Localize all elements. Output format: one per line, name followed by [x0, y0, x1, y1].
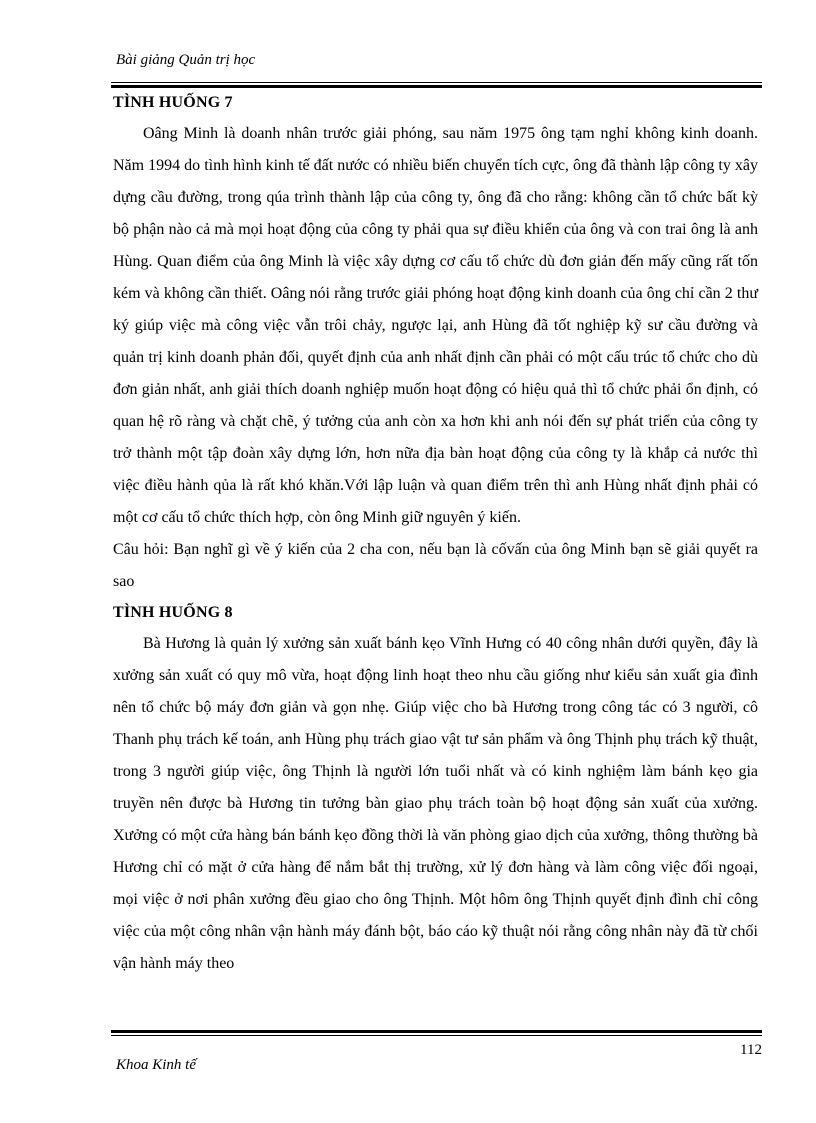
- case-7-paragraph: Oâng Minh là doanh nhân trước giải phóng, sau năm 1975 ông tạm nghỉ không kinh doanh. Năm 1994 do tình hình kinh tế đất nước có nhiều biến chuyển tích cực, ông đã thành lập công ty xây dựng cầu đường, trong qúa trình thành lập của công ty, ông đã cho rằng: không cần tổ chức bất kỳ bộ phận nào cả mà mọi hoạt động của công ty phải qua sự điều khiển của ông và con trai ông là anh Hùng. Quan điểm của ông Minh là việc xây dựng cơ cấu tổ chức dù đơn giản đến mấy cũng rất tốn kém và không cần thiết. Oâng nói rằng trước giải phóng hoạt động kinh doanh của ông chỉ cần 2 thư ký giúp việc mà công việc vẫn trôi chảy, ngược lại, anh Hùng đã tốt nghiệp kỹ sư cầu đường và quản trị kinh doanh phản đối, quyết định của anh nhất định cần phải có một cấu trúc tổ chức cho dù đơn giản nhất, anh giải thích doanh nghiệp muốn hoạt động có hiệu quả thì tổ chức phải ổn định, có quan hệ rõ ràng và chặt chẽ, ý tưởng của anh còn xa hơn khi anh nói đến sự phát triển của công ty trở thành một tập đoàn xây dựng lớn, hơn nữa địa bàn hoạt động của công ty là khắp cả nước thì việc điều hành qủa là rất khó khăn.Với lập luận và quan điểm trên thì anh Hùng nhất định phải có một cơ cấu tổ chức thích hợp, còn ông Minh giữ nguyên ý kiến.: [113, 125, 758, 526]
- case-7-heading: TÌNH HUỐNG 7: [113, 94, 233, 111]
- case-8-heading: TÌNH HUỐNG 8: [113, 604, 233, 621]
- footer-department: Khoa Kinh tế: [116, 1057, 197, 1073]
- header-title: Bài giảng Quản trị học: [116, 52, 256, 68]
- page-number: 112: [740, 1042, 762, 1058]
- footer-rule-thin: [111, 1035, 762, 1036]
- page-body: [113, 88, 758, 980]
- case-7-question: Câu hỏi: Bạn nghĩ gì về ý kiến của 2 cha con, nếu bạn là cốvấn của ông Minh bạn sẽ giải quyết ra sao: [113, 541, 758, 590]
- case-8-paragraph: Bà Hương là quản lý xưởng sản xuất bánh kẹo Vĩnh Hưng có 40 công nhân dưới quyền, đây là xưởng sản xuất có quy mô vừa, hoạt động linh hoạt theo nhu cầu giống như kiểu sản xuất gia đình nên tổ chức bộ máy đơn giản và gọn nhẹ. Giúp việc cho bà Hương trong công tác có 3 người, cô Thanh phụ trách kế toán, anh Hùng phụ trách giao vật tư sản phẩm và ông Thịnh phụ trách kỹ thuật, trong 3 người giúp việc, ông Thịnh là người lớn tuổi nhất và có kinh nghiệm làm bánh kẹo gia truyền nên được bà Hương tin tưởng bàn giao phụ trách toàn bộ hoạt động sản xuất của xưởng. Xưởng có một cửa hàng bán bánh kẹo đồng thời là văn phòng giao dịch của xưởng, thông thường bà Hương chỉ có mặt ở cửa hàng để nắm bắt thị trường, xử lý đơn hàng và làm công việc đối ngoại, mọi việc ở nơi phân xưởng đều giao cho ông Thịnh. Một hôm ông Thịnh quyết định đình chỉ công việc của một công nhân vận hành máy đánh bột, báo cáo kỹ thuật nói rằng công nhân này đã từ chối vận hành máy theo: [113, 635, 758, 972]
- case-7: [113, 88, 758, 598]
- header-rule-thin: [111, 82, 762, 83]
- footer-rule-thick: [111, 1030, 762, 1033]
- case-8: [113, 598, 758, 980]
